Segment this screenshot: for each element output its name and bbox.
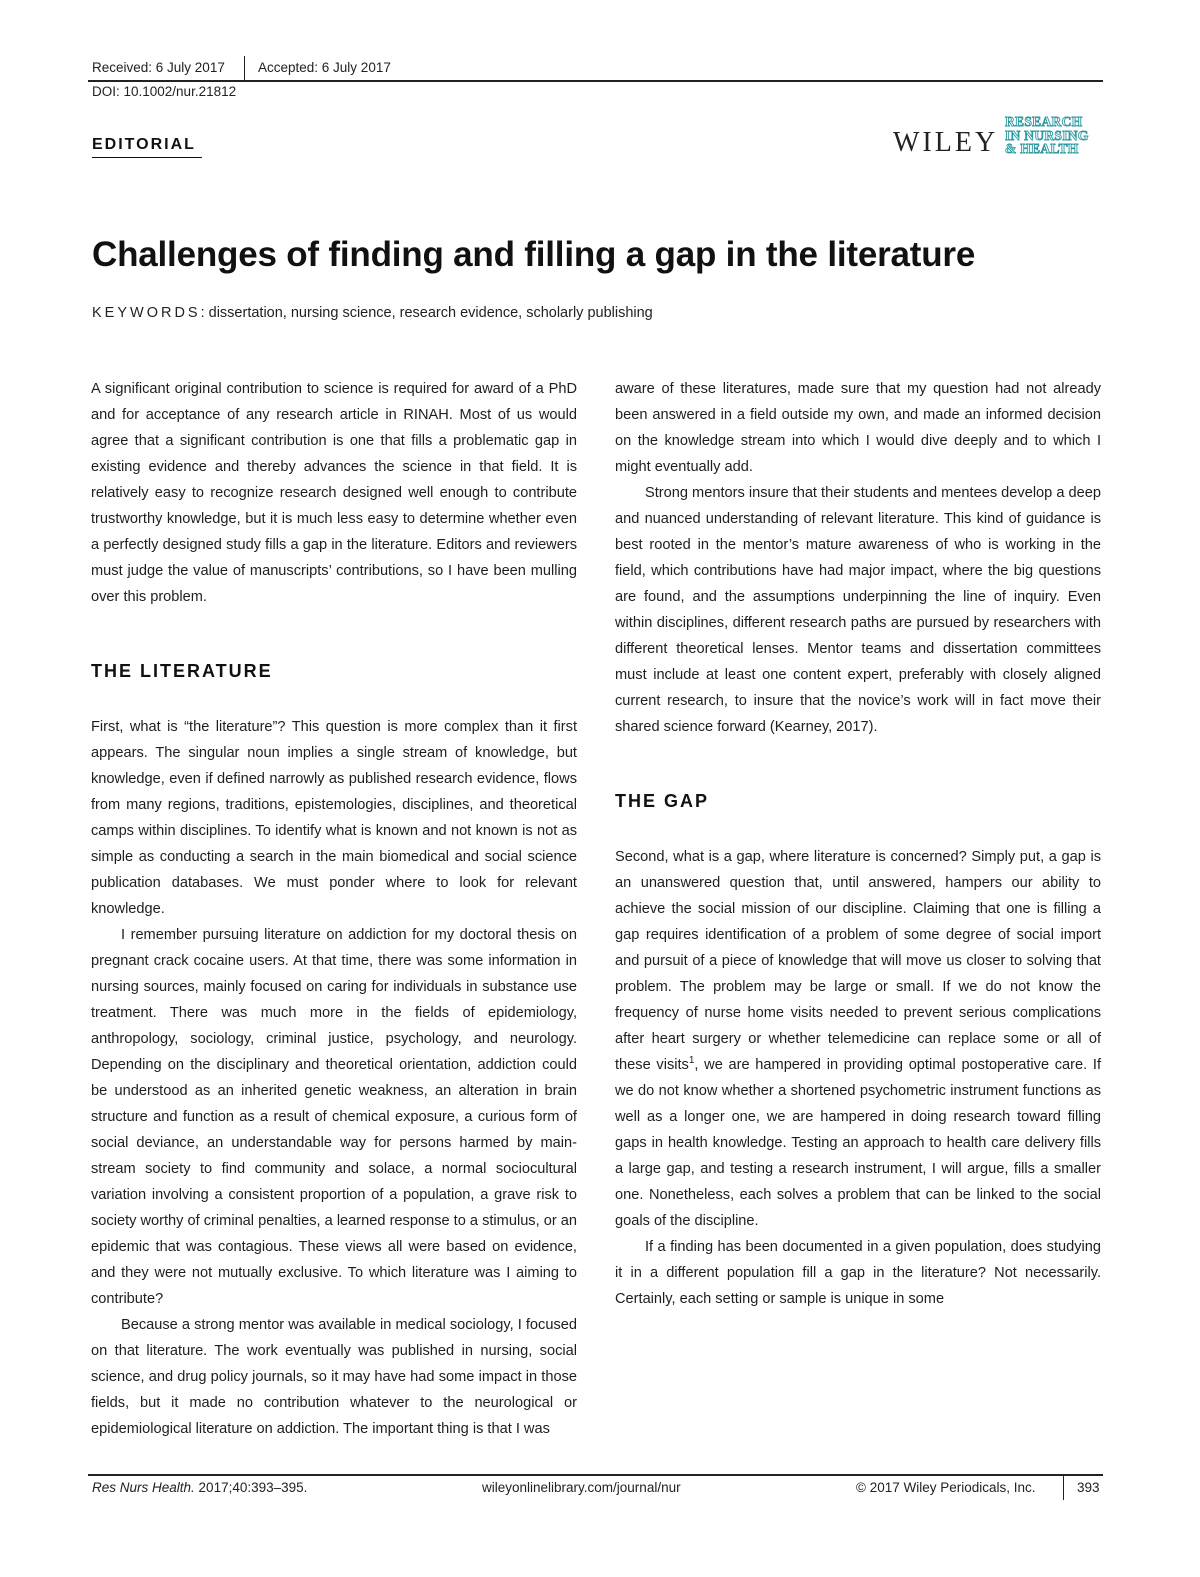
journal-logo-line: RESEARCH [1005,114,1083,129]
section-label: EDITORIAL [92,136,196,153]
footer-url[interactable]: wileyonlinelibrary.com/journal/nur [482,1480,681,1495]
header-rule [88,80,1103,82]
keywords [92,305,653,321]
article-title: Challenges of finding and filling a gap in the literature [92,235,976,275]
section-label-underline [92,157,202,158]
keywords-list: : dissertation, nursing science, research evidence, scholarly publishing [200,305,653,321]
keywords-label: KEYWORDS [92,305,201,321]
paragraph: First, what is “the literature”? This question is more complex than it first appears. The singular noun implies a single stream of knowledge, but knowledge, even if defined narrowly as published research evidence, flows from many regions, traditions, epistemologies, disciplines, and theoretical camps within disciplines. To identify what is known and not known is not as simple as conducting a search in the main biomedical and social science publication databases. We must ponder where to look for relevant knowledge. [91,719,577,917]
wiley-wordmark: WILEY [893,127,999,158]
page-number: 393 [1077,1480,1100,1495]
journal-logo [1005,115,1103,155]
paragraph: Because a strong mentor was available in medical sociology, I focused on that literature. The work eventually was published in nursing, social science, and drug policy journals, so it may have had some impact in those fields, but it made no contribution whatever to the neurological or epidemiological literature on addiction. The important thing is that I was [91,1317,577,1437]
footer-rule [88,1474,1103,1476]
footer-copyright: © 2017 Wiley Periodicals, Inc. [856,1480,1036,1495]
paragraph-continuation: aware of these literatures, made sure that my question had not already been answered in a field outside my own, and made an informed decision on the knowledge stream into which I would dive deeply and to which I might eventually add. [615,381,1101,475]
paragraph: A significant original contribution to science is required for award of a PhD and for acceptance of any research article in RINAH. Most of us would agree that a significant contribution is one that fills a problematic gap in existing evidence and thereby advances the science in that field. It is relatively easy to recognize research designed well enough to contribute trustworthy knowledge, but it is much less easy to determine whether even a perfectly designed study fills a gap in the literature. Editors and reviewers must judge the value of manuscripts’ contributions, so I have been mulling over this problem. [91,381,577,605]
footer-volume: 2017;40:393–395. [194,1480,308,1495]
body-column-right [615,376,1101,1312]
publisher-logo [893,113,1105,159]
body-column-left [91,376,577,1442]
journal-logo-line: & HEALTH [1005,141,1079,156]
footnote-marker[interactable]: 1 [688,1055,695,1067]
section-heading-gap: THE GAP [615,791,710,811]
paragraph [615,844,1101,1234]
paragraph: If a finding has been documented in a given population, does studying it in a different population fill a gap in the literature? Not necessarily. Certainly, each setting or sample is unique in some [615,1239,1101,1307]
paragraph-text: Second, what is a gap, where literature is concerned? Simply put, a gap is an unanswered question that, until answered, hampers our ability to achieve the social mission of our discipline. Claiming that one is filling a gap requires identification of a problem of some degree of social import and pursuit of a piece of knowledge that will move us closer to solving that problem. The problem may be large or small. If we do not know the frequency of nurse home visits needed to prevent serious complications after heart surgery or whether telemedicine can replace some or all of these visits [615,849,1101,1073]
footer-citation [92,1480,307,1495]
footer-divider [1063,1474,1064,1500]
dates-divider [244,56,245,80]
paragraph: I remember pursuing literature on addiction for my doctoral thesis on pregnant crack cocaine users. At that time, there was some information in nursing sources, mainly focused on caring for individuals in substance use treatment. There was much more in the fields of epidemiology, anthropology, sociology, criminal justice, psychology, and neurology. Depending on the disciplinary and theoretical orientation, addiction could be understood as an inherited genetic weakness, an alteration in brain structure and function as a result of chemical exposure, a curious form of social deviance, an understandable way for persons harmed by mainstream society to find community and solace, a normal sociocultural variation involving a consistent proportion of a population, a grave risk to society worthy of criminal penalties, a learned response to a stimulus, or an epidemic that was contagious. These views all were based on evidence, and they were not mutually exclusive. To which literature was I aiming to contribute? [91,927,577,1307]
section-heading-literature: THE LITERATURE [91,661,273,681]
paragraph-text: , we are hampered in providing optimal postoperative care. If we do not know whether a shortened psychometric instrument functions as well as a longer one, we are hampered in doing research toward filling gaps in health knowledge. Testing an approach to health care delivery fills a large gap, and testing a research instrument, I will argue, fills a smaller one. Nonetheless, each solves a problem that can be linked to the social goals of the discipline. [615,1057,1102,1229]
footer-journal-name: Res Nurs Health. [92,1480,195,1495]
accepted-date: Accepted: 6 July 2017 [258,60,391,75]
received-date: Received: 6 July 2017 [92,60,225,75]
doi[interactable]: DOI: 10.1002/nur.21812 [92,84,237,99]
paragraph: Strong mentors insure that their students and mentees develop a deep and nuanced understanding of relevant literature. This kind of guidance is best rooted in the mentor’s mature awareness of who is working in the field, which contributions have had major impact, where the big questions are found, and the assumptions underpinning the line of inquiry. Even within disciplines, different research paths are pursued by researchers with different theoretical lenses. Mentor teams and dissertation committees must include at least one content expert, preferably with closely aligned current research, to insure that the novice’s work will in fact move their shared science forward (Kearney, 2017). [615,485,1101,735]
journal-logo-line: IN NURSING [1005,127,1089,143]
